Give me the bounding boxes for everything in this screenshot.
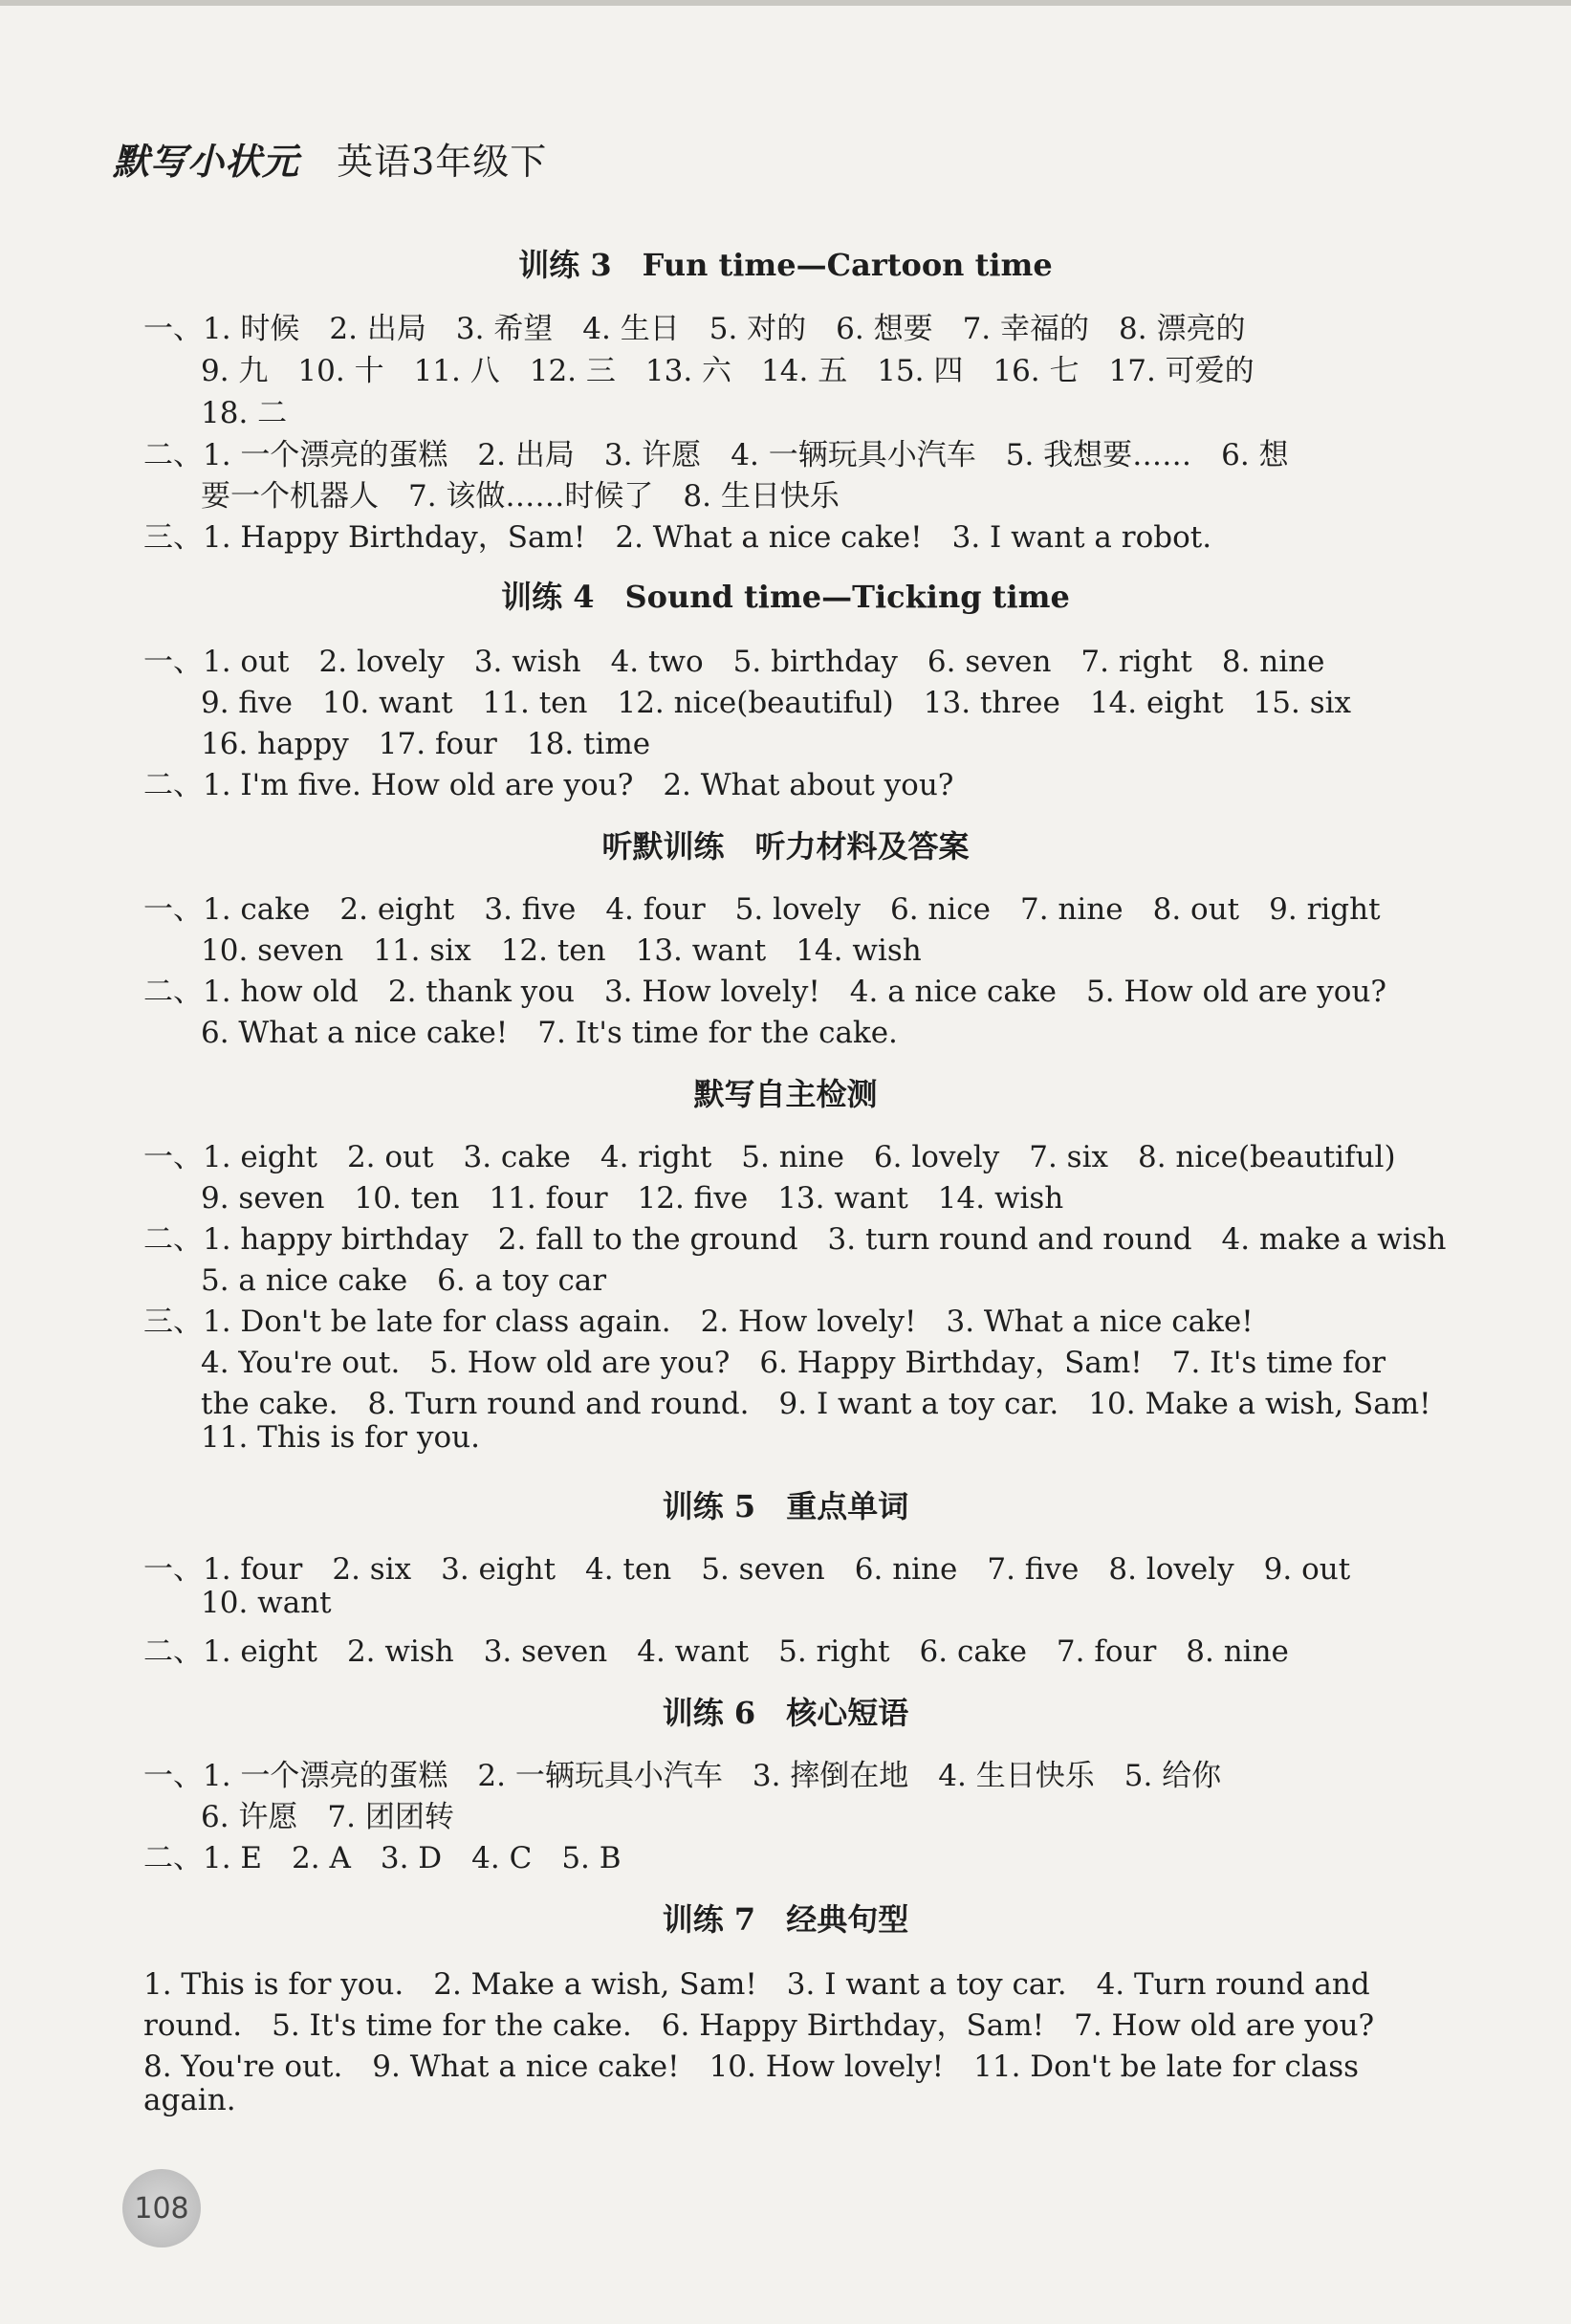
answer-line: round. 5. It's time for the cake. 6. Happy Birthday，Sam! 7. How old are you? — [143, 2008, 1375, 2043]
answer-line: 二、1. how old 2. thank you 3. How lovely! 4. a nice cake 5. How old are you? — [143, 975, 1387, 1009]
section-title: 听默训练 听力材料及答案 — [601, 828, 970, 865]
answer-line: 6. What a nice cake! 7. It's time for the cake. — [201, 1016, 898, 1050]
answer-line: 二、1. eight 2. wish 3. seven 4. want 5. right 6. cake 7. four 8. nine — [143, 1634, 1289, 1669]
answer-line: 一、1. 时候 2. 出局 3. 希望 4. 生日 5. 对的 6. 想要 7. 幸福的 8. 漂亮的 — [143, 312, 1246, 346]
answer-line: 4. You're out. 5. How old are you? 6. Happy Birthday，Sam! 7. It's time for — [201, 1346, 1386, 1380]
page-number: 108 — [134, 2191, 189, 2225]
answer-line: 16. happy 17. four 18. time — [201, 727, 651, 761]
page-top-edge — [0, 0, 1571, 6]
answer-line: 1. This is for you. 2. Make a wish, Sam! 3. I want a toy car. 4. Turn round and — [143, 1967, 1370, 2002]
section-title: 训练 4 Sound time—Ticking time — [501, 579, 1070, 615]
answer-line: 10. seven 11. six 12. ten 13. want 14. wish — [201, 933, 922, 968]
page-header — [113, 132, 547, 185]
answer-line: 10. want — [201, 1586, 332, 1620]
answer-line: 一、1. cake 2. eight 3. five 4. four 5. lovely 6. nice 7. nine 8. out 9. right — [143, 892, 1381, 927]
page-number-badge — [122, 2169, 201, 2247]
answer-line: 三、1. Don't be late for class again. 2. How lovely! 3. What a nice cake! — [143, 1305, 1254, 1339]
section-title: 默写自主检测 — [693, 1076, 878, 1112]
answer-line: 二、1. E 2. A 3. D 4. C 5. B — [143, 1841, 622, 1875]
answer-line: 要一个机器人 7. 该做……时候了 8. 生日快乐 — [201, 479, 840, 514]
section-title: 训练 5 重点单词 — [662, 1488, 909, 1524]
answer-line: 一、1. 一个漂亮的蛋糕 2. 一辆玩具小汽车 3. 摔倒在地 4. 生日快乐 5. 给你 — [143, 1759, 1222, 1793]
answer-line: 二、1. I'm five. How old are you? 2. What about you? — [143, 768, 954, 802]
section-title: 训练 6 核心短语 — [662, 1695, 909, 1731]
answer-line: 18. 二 — [201, 396, 288, 430]
answer-line: 二、1. happy birthday 2. fall to the ground 3. turn round and round 4. make a wish — [143, 1222, 1447, 1257]
answer-line: again. — [143, 2083, 236, 2117]
answer-line: 一、1. out 2. lovely 3. wish 4. two 5. birthday 6. seven 7. right 8. nine — [143, 645, 1325, 679]
answer-line: the cake. 8. Turn round and round. 9. I want a toy car. 10. Make a wish, Sam! — [201, 1387, 1431, 1421]
answer-line: 三、1. Happy Birthday，Sam! 2. What a nice cake! 3. I want a robot. — [143, 520, 1212, 555]
answer-line: 11. This is for you. — [201, 1420, 480, 1455]
answer-line: 一、1. eight 2. out 3. cake 4. right 5. nine 6. lovely 7. six 8. nice(beautiful) — [143, 1140, 1396, 1174]
section-title: 训练 3 Fun time—Cartoon time — [518, 247, 1053, 283]
section-title: 训练 7 经典句型 — [662, 1901, 909, 1938]
answer-line: 一、1. four 2. six 3. eight 4. ten 5. seven 6. nine 7. five 8. lovely 9. out — [143, 1552, 1351, 1587]
book-subtitle: 英语3年级下 — [337, 141, 548, 183]
book-brand: 默写小状元 — [113, 140, 300, 183]
answer-line: 二、1. 一个漂亮的蛋糕 2. 出局 3. 许愿 4. 一辆玩具小汽车 5. 我想要…… 6. 想 — [143, 438, 1289, 472]
answer-line: 9. 九 10. 十 11. 八 12. 三 13. 六 14. 五 15. 四 16. 七 17. 可爱的 — [201, 354, 1255, 388]
answer-line: 9. seven 10. ten 11. four 12. five 13. want 14. wish — [201, 1181, 1064, 1216]
answer-line: 9. five 10. want 11. ten 12. nice(beautiful) 13. three 14. eight 15. six — [201, 686, 1352, 720]
answer-line: 8. You're out. 9. What a nice cake! 10. How lovely! 11. Don't be late for class — [143, 2050, 1360, 2084]
answer-line: 5. a nice cake 6. a toy car — [201, 1263, 607, 1298]
answer-line: 6. 许愿 7. 团团转 — [201, 1800, 454, 1834]
